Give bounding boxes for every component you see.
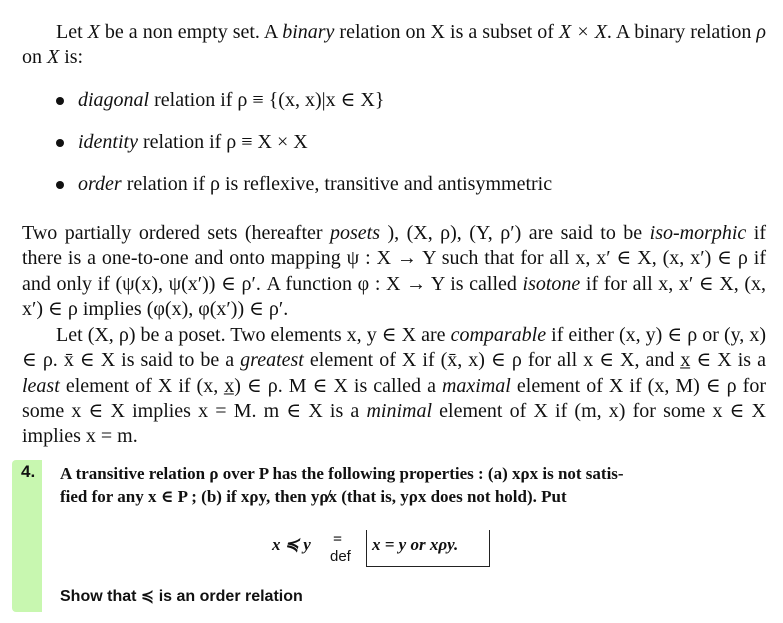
bullet-order: order relation if ρ is reflexive, transitive and antisymmetric xyxy=(56,172,756,214)
exercise-line-2: fied for any x ∈ P ; (b) if xρy, then yρ̸x (that is, yρx does not hold). Put xyxy=(60,487,567,506)
comparable-paragraph: Let (X, ρ) be a poset. Two elements x, y ∈ X are comparable if either (x, y) ∈ ρ or (y, x) ∈ ρ. x̄ ∈ X is said to be a greatest element of X if (x̄, x) ∈ ρ for all x ∈ X, and x̲ ∈ X is a least element of X if (x, x̲) ∈ ρ. M ∈ X is called a maximal element of X if (x, M) ∈ ρ for some x ∈ X implies x = M. m ∈ X is a minimal element of X if (m, x) for some x ∈ X implies x = m. xyxy=(22,324,767,448)
exercise-highlight xyxy=(12,460,42,612)
intro-paragraph: Let X be a non empty set. A binary relation on X is a subset of X × X. A binary relation ρ on X is: xyxy=(22,21,767,69)
bullet-identity: identity relation if ρ ≡ X × X xyxy=(56,130,756,172)
bullet-dot-icon xyxy=(56,97,64,105)
definition-def-label: def xyxy=(330,548,351,565)
relation-types-list xyxy=(56,88,756,214)
definition-equals: = xyxy=(333,531,343,548)
bullet-diagonal: diagonal relation if ρ ≡ {(x, x)|x ∈ X} xyxy=(56,88,756,130)
bullet-dot-icon xyxy=(56,139,64,147)
definition-rhs: x = y or xρy. xyxy=(372,535,459,554)
exercise-line-1: A transitive relation ρ over P has the following properties : (a) xρx is not satis- xyxy=(60,464,624,483)
exercise-number: 4. xyxy=(21,462,36,481)
bullet-dot-icon xyxy=(56,181,64,189)
definition-lhs: x ≼ y xyxy=(272,535,311,554)
posets-paragraph: Two partially ordered sets (hereafter posets ), (X, ρ), (Y, ρ′) are said to be iso-morphic if there is a one-to-one and onto mapping ψ : X → Y such that for all x, x′ ∈ X, (x, x′) ∈ ρ if and only if (ψ(x), ψ(x′)) ∈ ρ′. A function φ : X → Y is called isotone if for all x, x′ ∈ X, (x, x′) ∈ ρ implies (φ(x), φ(x′)) ∈ ρ′. xyxy=(22,222,767,320)
exercise-task: Show that ≼ is an order relation xyxy=(60,588,303,605)
